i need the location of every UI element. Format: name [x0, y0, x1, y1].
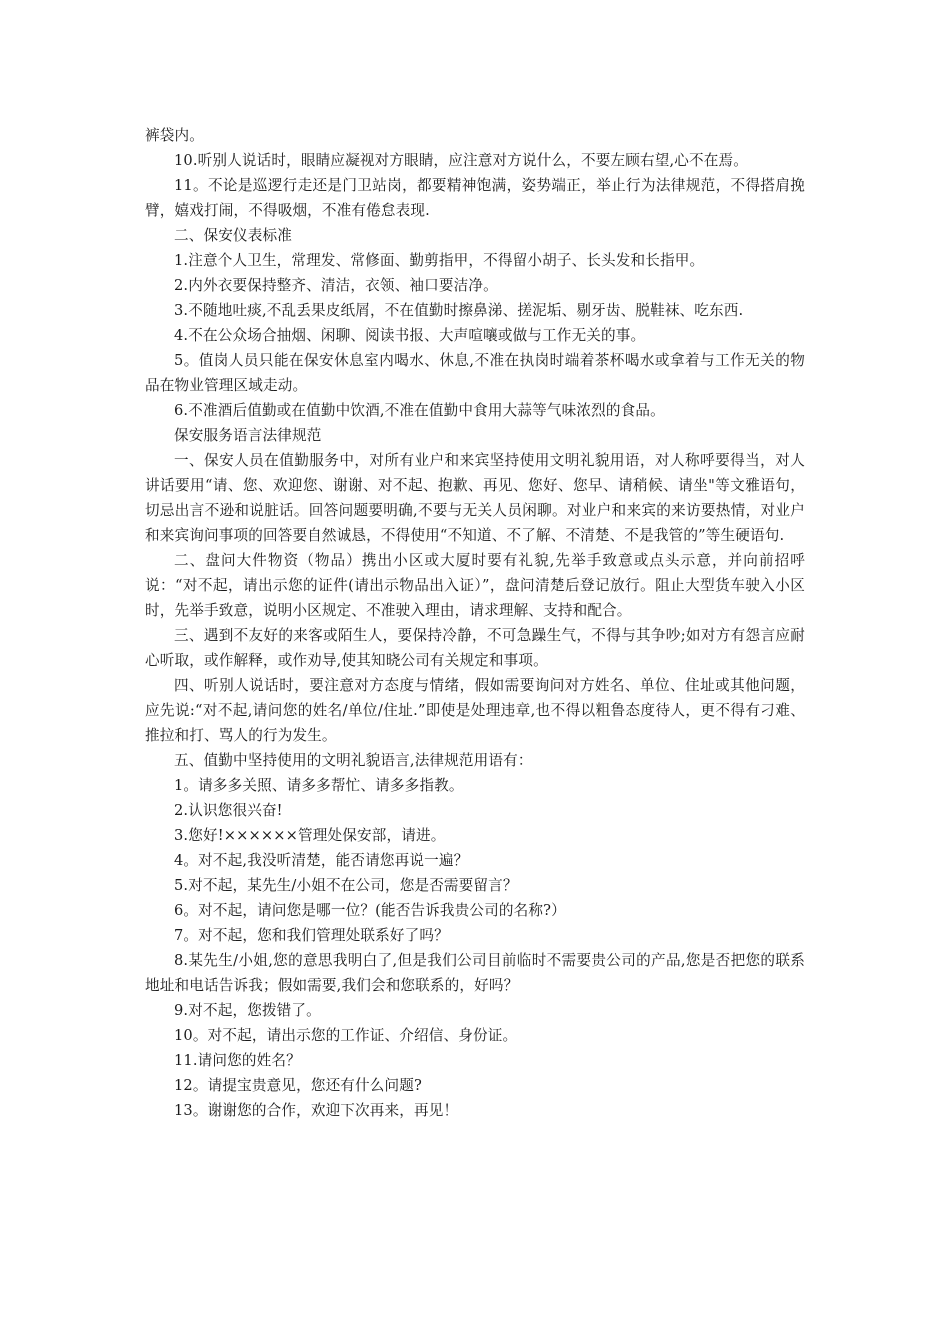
paragraph-language-1: 一、保安人员在值勤服务中，对所有业户和来宾坚持使用文明礼貌用语，对人称呼要得当，对人讲话要用“请、您、欢迎您、谢谢、对不起、抱歉、再见、您好、您早、请稍候、请坐"等文雅语句，切忌出言不逊和说脏话。回答问题要明确,不要与无关人员闲聊。对业户和来宾的来访要热情，对业户和来宾询问事项的回答要自然诚恳，不得使用“不知道、不了解、不清楚、不是我管的”等生硬语句.	[145, 452, 805, 544]
paragraph-appearance-6: 6.不准酒后值勤或在值勤中饮酒,不准在值勤中食用大蒜等气味浓烈的食品。	[174, 402, 665, 419]
section-heading-language: 保安服务语言法律规范	[174, 427, 322, 444]
phrase-item-2: 2.认识您很兴奋!	[174, 802, 283, 819]
phrase-item-6: 6。对不起，请问您是哪一位？(能否告诉我贵公司的名称?）	[174, 902, 566, 919]
paragraph-appearance-5: 5。值岗人员只能在保安休息室内喝水、休息,不准在执岗时端着茶杯喝水或拿着与工作无关的物品在物业管理区域走动。	[145, 352, 805, 394]
phrase-item-12: 12。请提宝贵意见，您还有什么问题?	[174, 1077, 423, 1094]
phrase-item-4: 4。对不起,我没听清楚，能否请您再说一遍？	[174, 852, 469, 869]
paragraph-language-4: 四、听别人说话时，要注意对方态度与情绪，假如需要询问对方姓名、单位、住址或其他问题，应先说:“对不起,请问您的姓名/单位/住址.”即使是处理违章,也不得以粗鲁态度待人，更不得有刁难、推拉和打、骂人的行为发生。	[145, 677, 805, 744]
paragraph-appearance-2: 2.内外衣要保持整齐、清洁，衣领、袖口要洁净。	[174, 277, 498, 294]
phrase-item-3: 3.您好!××××××管理处保安部，请进。	[174, 827, 446, 844]
document-body	[145, 123, 805, 1123]
paragraph-appearance-1: 1.注意个人卫生，常理发、常修面、勤剪指甲，不得留小胡子、长头发和长指甲。	[174, 252, 705, 269]
phrase-item-1: 1。请多多关照、请多多帮忙、请多多指教。	[174, 777, 464, 794]
phrase-item-9: 9.对不起，您拨错了。	[174, 1002, 321, 1019]
paragraph-appearance-3: 3.不随地吐痰,不乱丢果皮纸屑，不在值勤时擦鼻涕、搓泥垢、剔牙齿、脱鞋袜、吃东西.	[174, 302, 744, 319]
phrase-item-5: 5.对不起，某先生/小姐不在公司，您是否需要留言？	[174, 877, 518, 894]
phrase-item-7: 7。对不起，您和我们管理处联系好了吗？	[174, 927, 449, 944]
phrase-item-11: 11.请问您的姓名？	[174, 1052, 301, 1069]
phrase-item-8: 8.某先生/小姐,您的意思我明白了,但是我们公司目前临时不需要贵公司的产品,您是否把您的联系地址和电话告诉我；假如需要,我们会和您联系的，好吗？	[145, 952, 805, 994]
paragraph-rule-10: 10.听别人说话时，眼睛应凝视对方眼睛，应注意对方说什么，不要左顾右望,心不在焉。	[174, 152, 748, 169]
paragraph-language-3: 三、遇到不友好的来客或陌生人，要保持冷静，不可急躁生气，不得与其争吵;如对方有怨言应耐心听取，或作解释，或作劝导,使其知晓公司有关规定和事项。	[145, 627, 805, 669]
paragraph-rule-11: 11。不论是巡逻行走还是门卫站岗，都要精神饱满，姿势端正，举止行为法律规范，不得搭肩挽臂，嬉戏打闹，不得吸烟，不准有倦怠表现.	[145, 177, 805, 219]
phrase-item-13: 13。谢谢您的合作，欢迎下次再来，再见！	[174, 1102, 459, 1119]
phrase-item-10: 10。对不起，请出示您的工作证、介绍信、身份证。	[174, 1027, 518, 1044]
paragraph-language-5: 五、值勤中坚持使用的文明礼貌语言,法律规范用语有：	[174, 752, 533, 769]
paragraph-language-2: 二、盘问大件物资（物品）携出小区或大厦时要有礼貌,先举手致意或点头示意，并向前招呼说：“对不起，请出示您的证件(请出示物品出入证）”，盘问清楚后登记放行。阻止大型货车驶入小区时，先举手致意，说明小区规定、不准驶入理由，请求理解、支持和配合。	[145, 552, 805, 619]
paragraph-continuation: 裤袋内。	[145, 127, 204, 144]
section-heading-appearance: 二、保安仪表标准	[174, 227, 292, 244]
paragraph-appearance-4: 4.不在公众场合抽烟、闲聊、阅读书报、大声喧嚷或做与工作无关的事。	[174, 327, 646, 344]
